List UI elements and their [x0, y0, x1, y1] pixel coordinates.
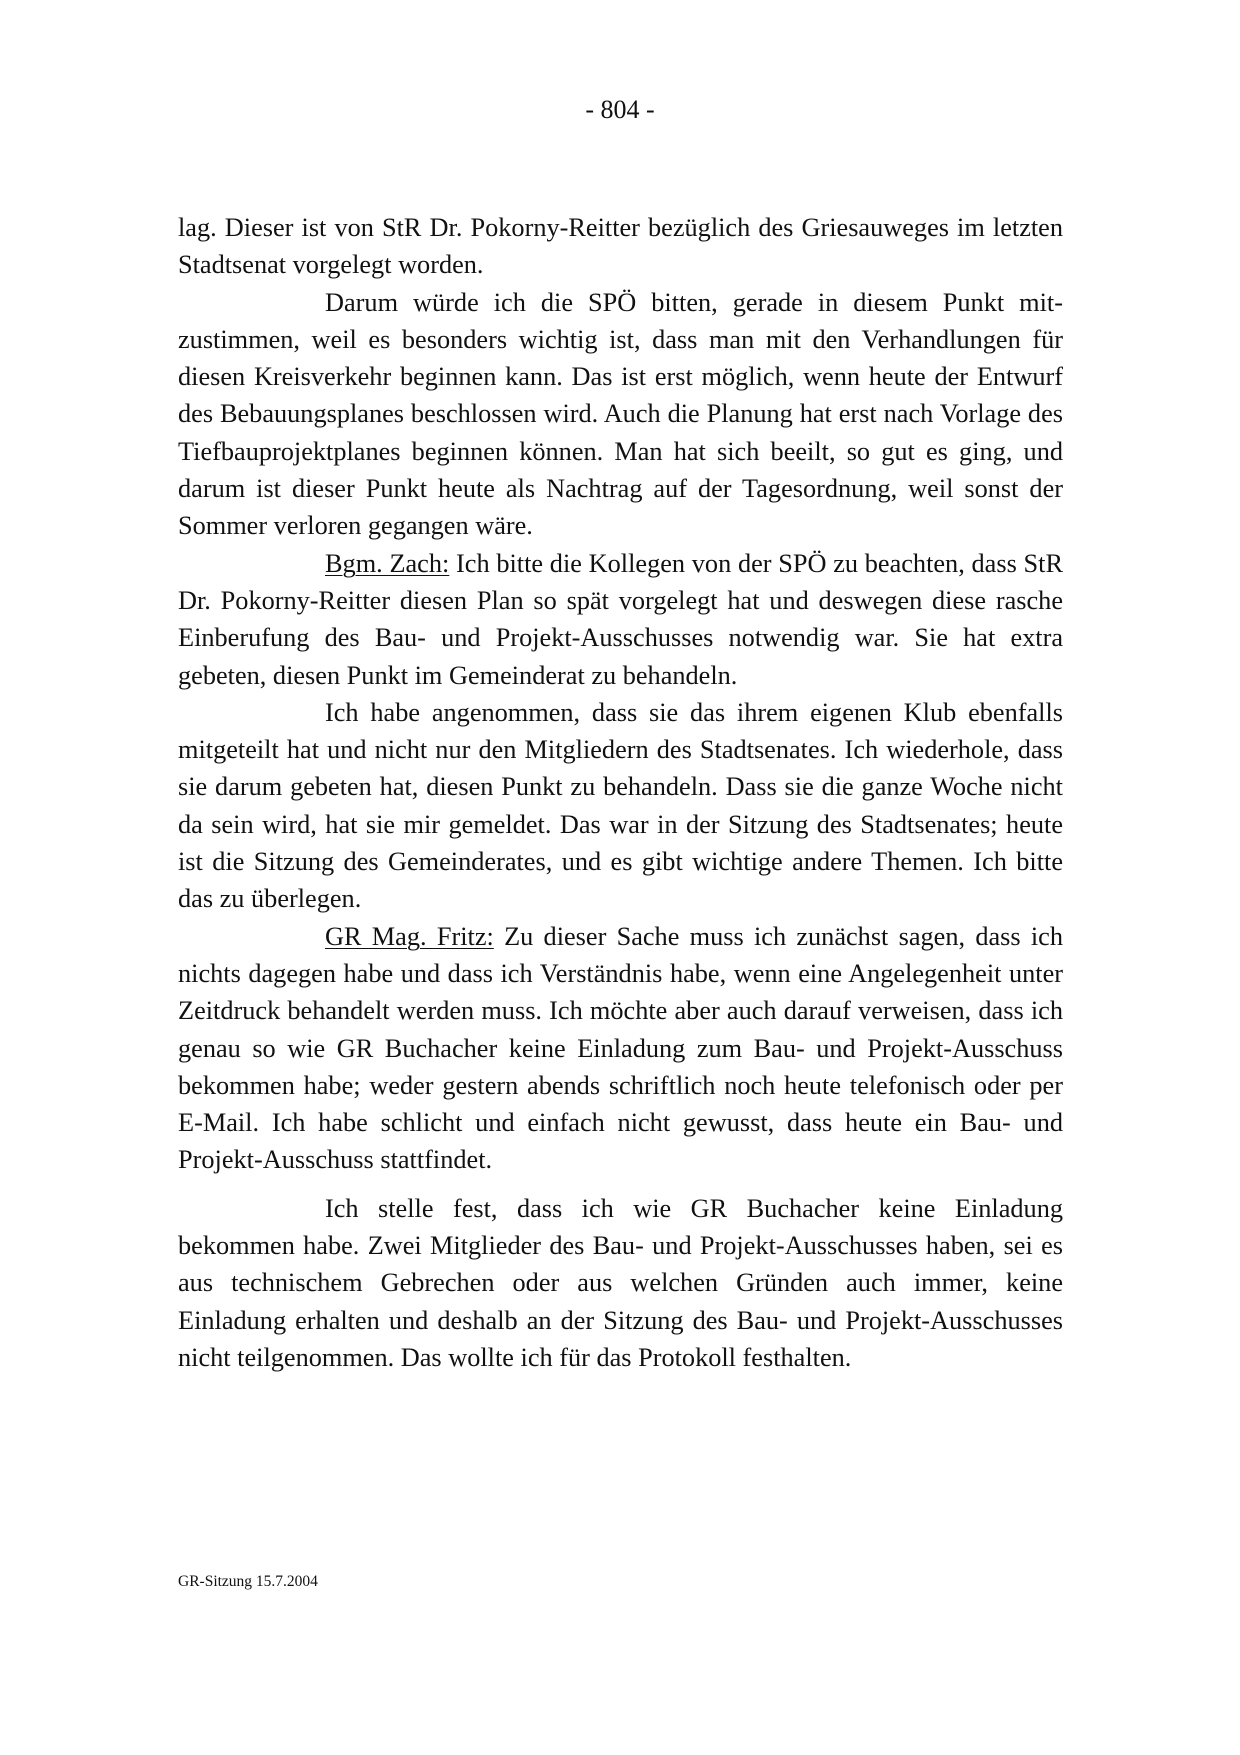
paragraph-text: Ich habe angenommen, dass sie das ihrem eigenen Klub ebenfalls mitgeteilt hat und nicht nur den Mitgliedern des Stadtsenates. Ich wiederhole, dass sie darum gebeten hat, diesen Punkt zu behandeln. Dass sie die ganze Woche nicht da sein wird, hat sie mir gemeldet. Das war in der Sitzung des Stadtsenates; heute ist die Sitzung des Gemeinderates, und es gibt wichtige andere Themen. Ich bitte das zu überlegen.	[178, 697, 1063, 914]
speech-text: Zu dieser Sache muss ich zunächst sagen, dass ich nichts dagegen habe und dass ich Verständnis habe, wenn eine Angelegenheit unter Zeitdruck behandelt werden muss. Ich möchte aber auch darauf verweisen, dass ich genau so wie GR Buchacher keine Einladung zum Bau- und Projekt-Ausschuss bekommen habe; weder gestern abends schriftlich noch heute telefonisch oder per E-Mail. Ich habe schlicht und einfach nicht gewusst, dass heute ein Bau- und Projekt-Ausschuss stattfindet.	[178, 921, 1063, 1175]
speech-text: Ich bitte die Kollegen von der SPÖ zu beachten, dass StR Dr. Pokorny-Reitter diesen Plan so spät vorgelegt hat und deswegen diese rasche Einberufung des Bau- und Projekt-Ausschusses notwendig war. Sie hat extra gebeten, diesen Punkt im Gemeinderat zu behandeln.	[178, 548, 1063, 690]
speaker-name: GR Mag. Fritz:	[325, 921, 494, 951]
paragraph	[178, 694, 1063, 918]
paragraph	[178, 1190, 1063, 1376]
paragraph-continuation	[178, 209, 1063, 284]
paragraph-text: Darum würde ich die SPÖ bitten, gerade in diesem Punkt mitzustimmen, weil es besonders wichtig ist, dass man mit den Verhandlungen für diesen Kreisverkehr beginnen kann. Das ist erst möglich, wenn heute der Entwurf des Bebauungsplanes beschlossen wird. Auch die Planung hat erst nach Vorlage des Tiefbauprojektplanes beginnen können. Man hat sich beeilt, so gut es ging, und darum ist dieser Punkt heute als Nachtrag auf der Tagesordnung, weil sonst der Sommer verloren gegangen wäre.	[178, 287, 1063, 541]
paragraph-text: lag. Dieser ist von StR Dr. Pokorny-Reitter bezüglich des Griesauweges im letzten Stadtsenat vorgelegt worden.	[178, 213, 1063, 280]
paragraph-text: Ich stelle fest, dass ich wie GR Buchacher keine Einladung bekommen habe. Zwei Mitglieder des Bau- und Projekt-Ausschusses haben, sei es aus technischem Gebrechen oder aus welchen Gründen auch immer, keine Einladung erhalten und deshalb an der Sitzung des Bau- und Projekt-Ausschusses nicht teilgenommen. Das wollte ich für das Protokoll festhalten.	[178, 1193, 1063, 1372]
paragraph	[178, 284, 1063, 545]
speaker-name: Bgm. Zach:	[325, 548, 450, 578]
page-number: - 804 -	[585, 95, 655, 124]
page-footer: GR-Sitzung 15.7.2004	[178, 1573, 318, 1590]
document-body	[178, 209, 1063, 1376]
speech-paragraph	[178, 918, 1063, 1179]
speech-paragraph	[178, 545, 1063, 694]
